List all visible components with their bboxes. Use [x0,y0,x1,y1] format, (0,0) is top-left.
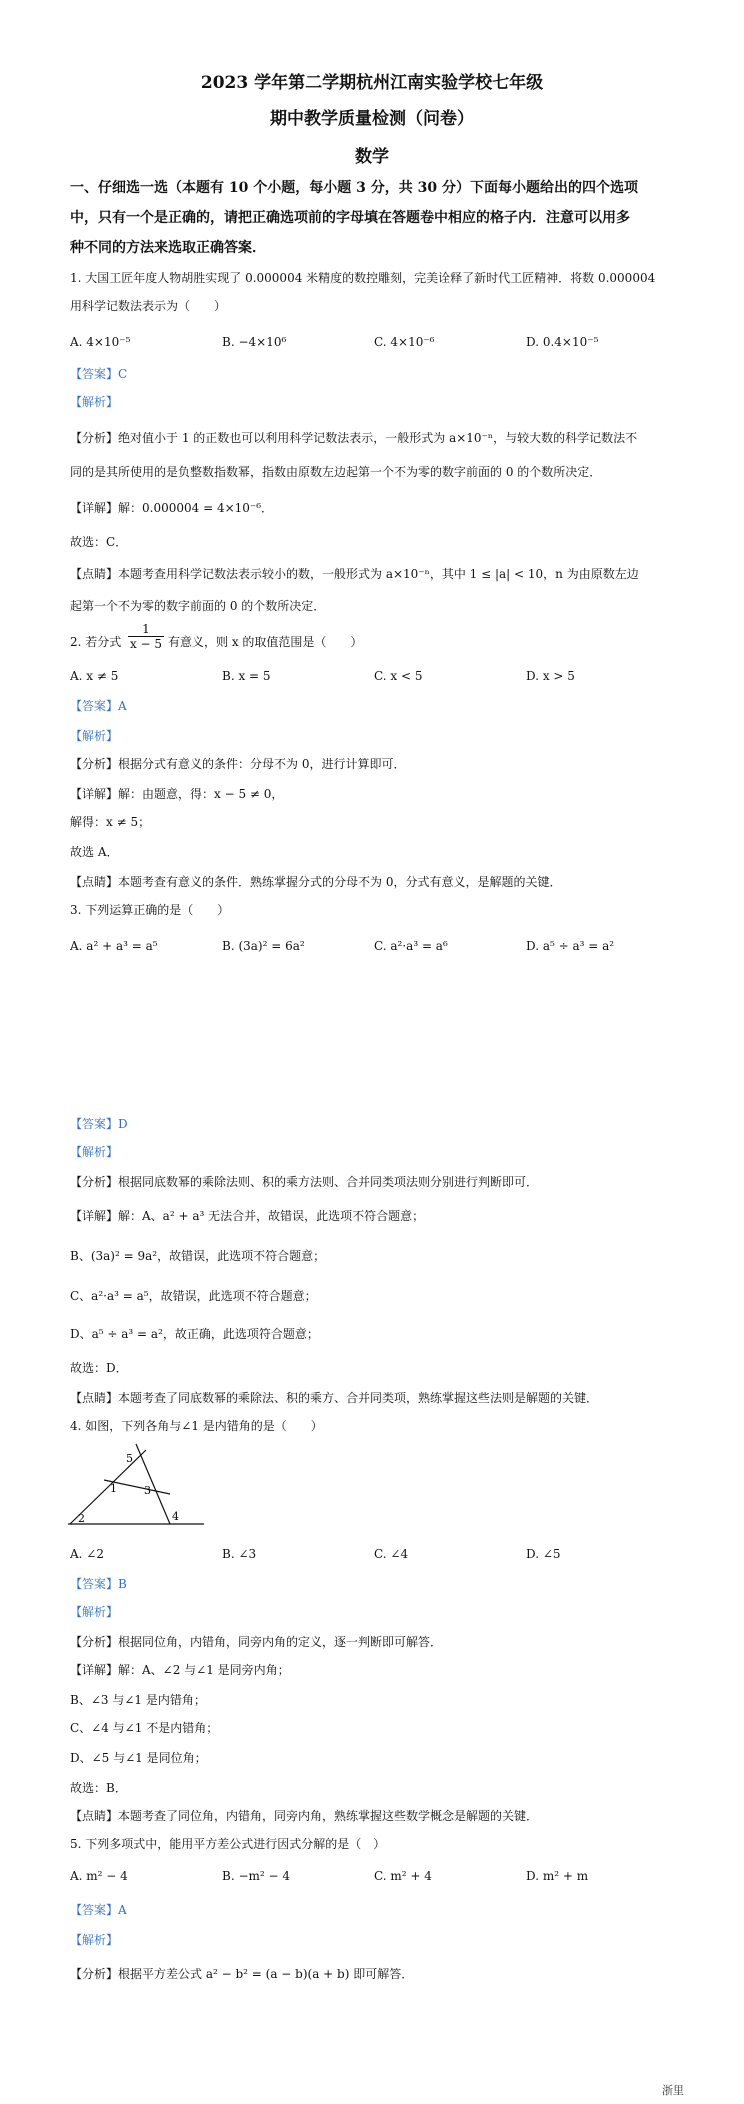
q4-answer: 【答案】B [70,1577,127,1591]
q2-choice: 故选 A． [70,845,119,859]
q3-detail: 【详解】解：A、a² + a³ 无法合并，故错误，此选项不符合题意； [70,1209,425,1223]
exam-title-line1: 2023 学年第二学期杭州江南实验学校七年级 [200,73,544,93]
q5-stem: 5. 下列多项式中，能用平方差公式进行因式分解的是（ ） [70,1837,386,1851]
q4-option-b: B. ∠3 [222,1547,257,1561]
q4-option-a: A. ∠2 [70,1547,104,1561]
q2-fraction [128,622,164,651]
q4-detail-b: B、∠3 与∠1 是内错角； [70,1693,206,1707]
q3-answer: 【答案】D [70,1117,128,1131]
q1-choice: 故选：C． [70,535,128,549]
q2-option-d: D. x > 5 [526,669,575,683]
q3-option-c: C. a²·a³ = a⁶ [374,939,448,953]
q2-solution: 解得：x ≠ 5； [70,815,151,829]
q1-comment-line1: 【点睛】本题考查用科学记数法表示较小的数，一般形式为 a×10⁻ⁿ，其中 1 ≤ |a| < 10，n 为由原数左边 [70,567,639,581]
q3-detail-d: D、a⁵ ÷ a³ = a²，故正确，此选项符合题意； [70,1327,319,1341]
exam-title-line2: 期中教学质量检测（问卷） [270,109,474,129]
q2-option-b: B. x = 5 [222,669,271,683]
q5-option-b: B. −m² − 4 [222,1869,291,1883]
section1-line1: 一、仔细选一选（本题有 10 个小题，每小题 3 分，共 30 分）下面每小题给出的四个选项 [70,180,638,196]
q4-angle-figure [64,1440,214,1532]
q1-option-c: C. 4×10⁻⁶ [374,335,435,349]
q2-stem-post: 有意义，则 x 的取值范围是（ ） [168,635,363,649]
q3-jiexi: 【解析】 [70,1145,119,1159]
q4-jiexi: 【解析】 [70,1605,119,1619]
q5-analysis: 【分析】根据平方差公式 a² − b² = (a − b)(a + b) 即可解答． [70,1967,414,1981]
q4-stem: 4. 如图，下列各角与∠1 是内错角的是（ ） [70,1419,323,1433]
q2-fraction-numerator: 1 [142,622,150,636]
q3-option-a: A. a² + a³ = a⁵ [70,939,158,953]
q2-answer: 【答案】A [70,699,127,713]
q4-choice: 故选：B． [70,1781,127,1795]
q1-detail: 【详解】解：0.000004 = 4×10⁻⁶． [70,501,274,515]
q1-option-b: B. −4×10⁶ [222,335,287,349]
figure-label-4: 4 [172,1510,179,1523]
figure-right-side [136,1444,170,1524]
q1-answer: 【答案】C [70,367,128,381]
q1-option-d: D. 0.4×10⁻⁵ [526,335,599,349]
q5-option-d: D. m² + m [526,1869,589,1883]
figure-label-5: 5 [126,1452,133,1465]
q5-answer: 【答案】A [70,1903,127,1917]
q3-option-b: B. (3a)² = 6a² [222,939,305,953]
q2-comment: 【点睛】本题考查有意义的条件．熟练掌握分式的分母不为 0，分式有意义，是解题的关键． [70,875,562,889]
q4-detail-c: C、∠4 与∠1 不是内错角； [70,1721,219,1735]
q1-analysis-line2: 同的是其所使用的是负整数指数幂，指数由原数左边起第一个不为零的数字前面的 0 的个数所决定． [70,465,602,479]
q4-detail-d: D、∠5 与∠1 是同位角； [70,1751,207,1765]
q3-detail-c: C、a²·a³ = a⁵，故错误，此选项不符合题意； [70,1289,317,1303]
q3-comment: 【点睛】本题考查了同底数幂的乘除法、积的乘方、合并同类项，熟练掌握这些法则是解题的关键． [70,1391,599,1405]
q2-detail: 【详解】解：由题意，得：x − 5 ≠ 0， [70,787,284,801]
q4-detail: 【详解】解：A、∠2 与∠1 是同旁内角； [70,1663,290,1677]
q3-analysis: 【分析】根据同底数幂的乘除法则、积的乘方法则、合并同类项法则分别进行判断即可． [70,1175,539,1189]
q3-stem: 3. 下列运算正确的是（ ） [70,903,230,917]
figure-label-3: 3 [144,1484,151,1497]
q3-choice: 故选：D． [70,1361,128,1375]
q2-option-c: C. x < 5 [374,669,423,683]
q2-jiexi: 【解析】 [70,729,119,743]
q1-option-a: A. 4×10⁻⁵ [70,335,131,349]
q2-analysis: 【分析】根据分式有意义的条件：分母不为 0，进行计算即可． [70,757,406,771]
section1-line2: 中，只有一个是正确的，请把正确选项前的字母填在答题卷中相应的格子内．注意可以用多 [70,210,630,226]
q2-option-a: A. x ≠ 5 [70,669,119,683]
q1-stem-line1: 1. 大国工匠年度人物胡胜实现了 0.000004 米精度的数控雕刻，完美诠释了新时代工匠精神．将数 0.000004 [70,271,656,285]
q5-option-c: C. m² + 4 [374,1869,432,1883]
q1-analysis-line1: 【分析】绝对值小于 1 的正数也可以利用科学记数法表示，一般形式为 a×10⁻ⁿ，与较大数的科学记数法不 [70,431,638,445]
q1-jiexi: 【解析】 [70,395,119,409]
section1-line3: 种不同的方法来选取正确答案． [70,240,266,256]
q3-detail-b: B、(3a)² = 9a²，故错误，此选项不符合题意； [70,1249,326,1263]
q2-stem-pre: 2. 若分式 [70,635,122,649]
q4-option-d: D. ∠5 [526,1547,561,1561]
subject-title: 数学 [355,147,389,167]
q2-fraction-denominator: x − 5 [129,637,163,651]
page-footer: 浙里 [662,2084,684,2097]
q4-option-c: C. ∠4 [374,1547,409,1561]
figure-label-2: 2 [78,1512,85,1525]
figure-label-1: 1 [110,1482,117,1495]
q3-option-d: D. a⁵ ÷ a³ = a² [526,939,615,953]
q4-comment: 【点睛】本题考查了同位角，内错角，同旁内角，熟练掌握这些数学概念是解题的关键． [70,1809,539,1823]
q5-jiexi: 【解析】 [70,1933,119,1947]
q4-analysis: 【分析】根据同位角，内错角，同旁内角的定义，逐一判断即可解答． [70,1635,443,1649]
q1-stem-line2: 用科学记数法表示为（ ） [70,299,227,313]
q1-comment-line2: 起第一个不为零的数字前面的 0 的个数所决定． [70,599,326,613]
q5-option-a: A. m² − 4 [70,1869,128,1883]
